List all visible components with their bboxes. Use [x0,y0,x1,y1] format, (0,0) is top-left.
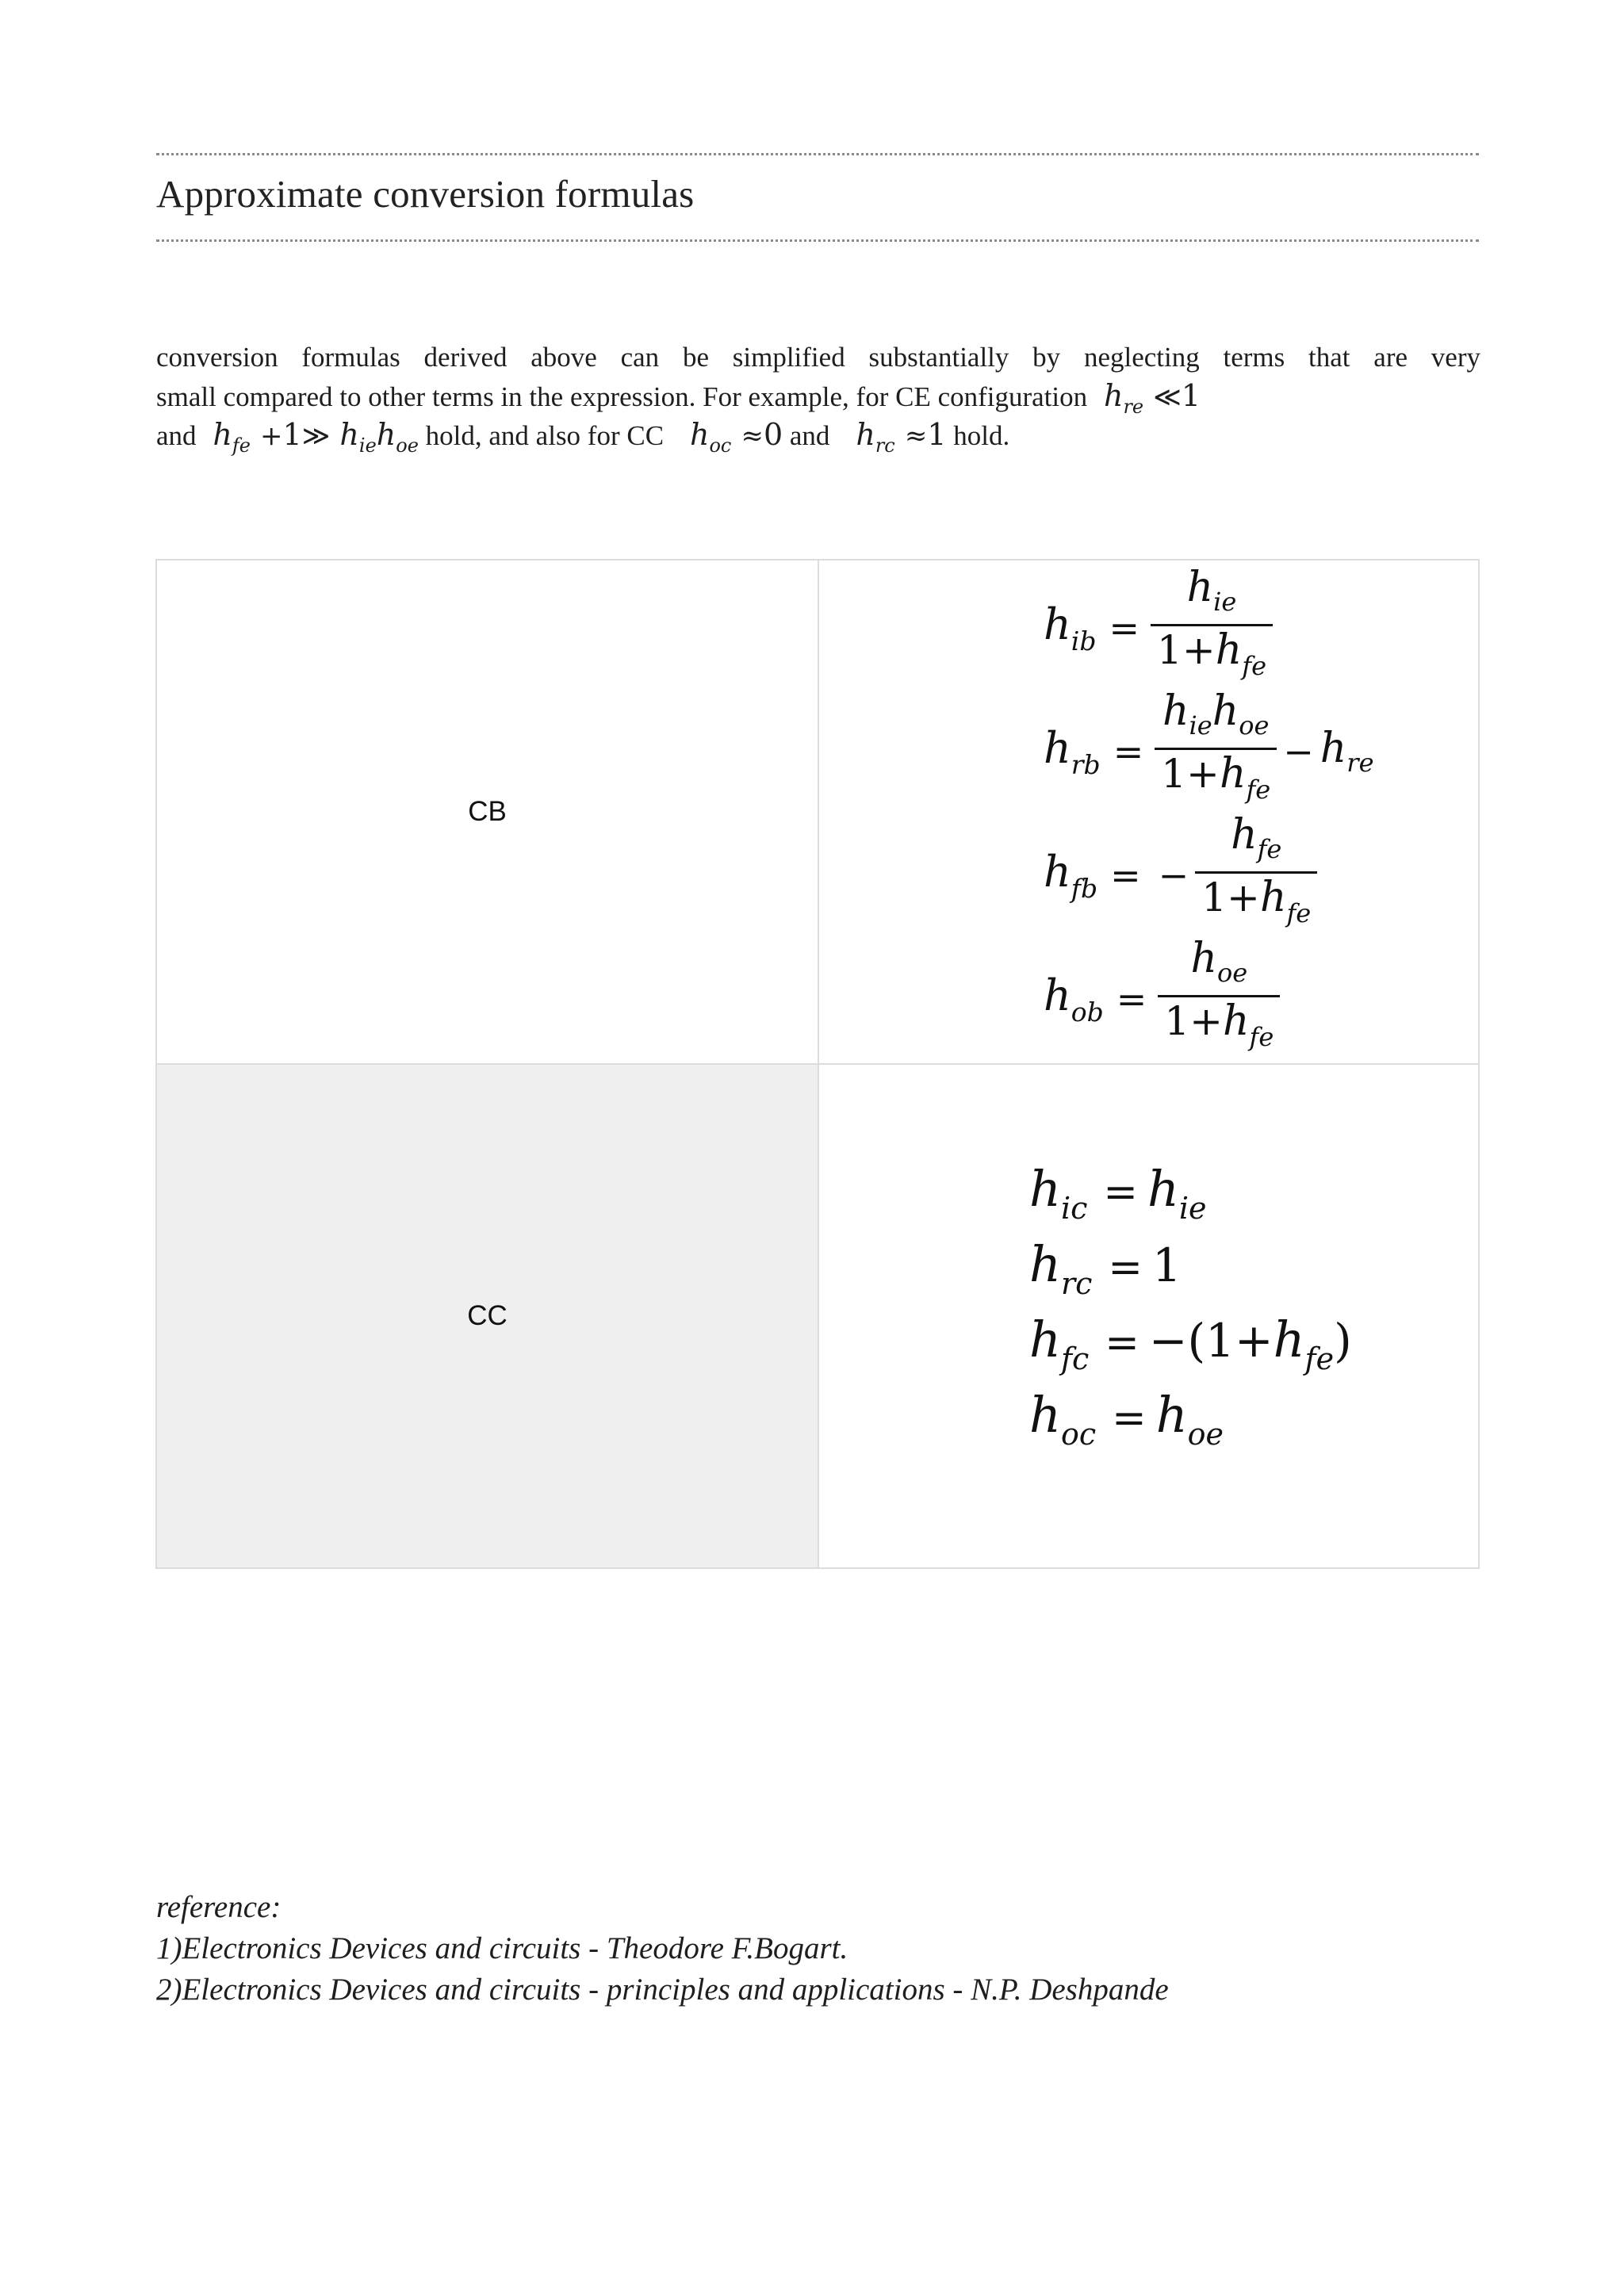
intro-and-1: and [156,420,197,451]
conversion-table [155,559,1480,1569]
intro-line-1: conversion formulas derived above can be simplified substantially by neglecting terms that are very [156,342,1480,373]
table-row-cc [156,1064,1479,1568]
formula-hfc: $h_{fc}$ = $-(1+h_{fe})$ [1029,1311,1352,1376]
formula-hoc: $h_{oc}$ = $h_{oe}$ [1029,1386,1224,1452]
formula-hob: $h_{ob}$ = $\frac{h_{oe}}{1+h_{fe}}$ [1044,936,1280,1061]
formula-hrc: $h_{rc}$ = 1 [1029,1235,1182,1301]
formula-hrb: $h_{rb}$ = $\frac{h_{ie}h_{oe}}{1+h_{fe}}$ − $h_{re}$ [1044,687,1374,805]
intro-line-3 [156,415,1480,457]
math-hoc-approx-0: $h_{oc} \approx 0$ [670,417,783,457]
table-row-cb [156,560,1479,1064]
intro-line-2 [156,377,1480,418]
reference-item-2: 2)Electronics Devices and circuits - principles and applications - N.P. Deshpande [156,1973,1169,2007]
formula-hib: $h_{ib}$ = $\frac{h_{ie}}{1+h_{fe}}$ [1044,565,1273,690]
references-title: reference: [156,1890,282,1924]
formula-hic: $h_{ic}$ = $h_{ie}$ [1029,1160,1207,1226]
cc-formulas [818,1064,1479,1568]
top-dotted-rule [156,153,1479,155]
intro-line-2-text: small compared to other terms in the expression. For example, for CE configuration [156,381,1088,412]
section-heading: Approximate conversion formulas [156,172,695,216]
intro-hold-also: hold, and also for CC [425,420,665,451]
math-hfe-plus-1-much-greater: $h_{fe}$ +1≫ $h_{ie}h_{oe}$ [203,417,419,457]
math-hre-much-less-1: $h_{re}$ ≪1 [1094,378,1201,418]
bottom-dotted-rule [156,239,1479,242]
cb-label: CB [156,560,818,1064]
formula-hfb: $h_{fb}$ = − $\frac{h_{fe}}{1+h_{fe}}$ [1044,813,1317,937]
reference-item-1: 1)Electronics Devices and circuits - Theodore F.Bogart. [156,1931,848,1965]
intro-paragraph [156,338,1480,457]
intro-and-2: and [789,420,830,451]
cb-formulas [818,560,1479,1064]
cc-label: CC [156,1064,818,1568]
references [156,1887,1169,2011]
intro-hold: hold. [953,420,1010,451]
math-hrc-approx-1: $h_{rc} \approx 1$ [837,417,947,457]
